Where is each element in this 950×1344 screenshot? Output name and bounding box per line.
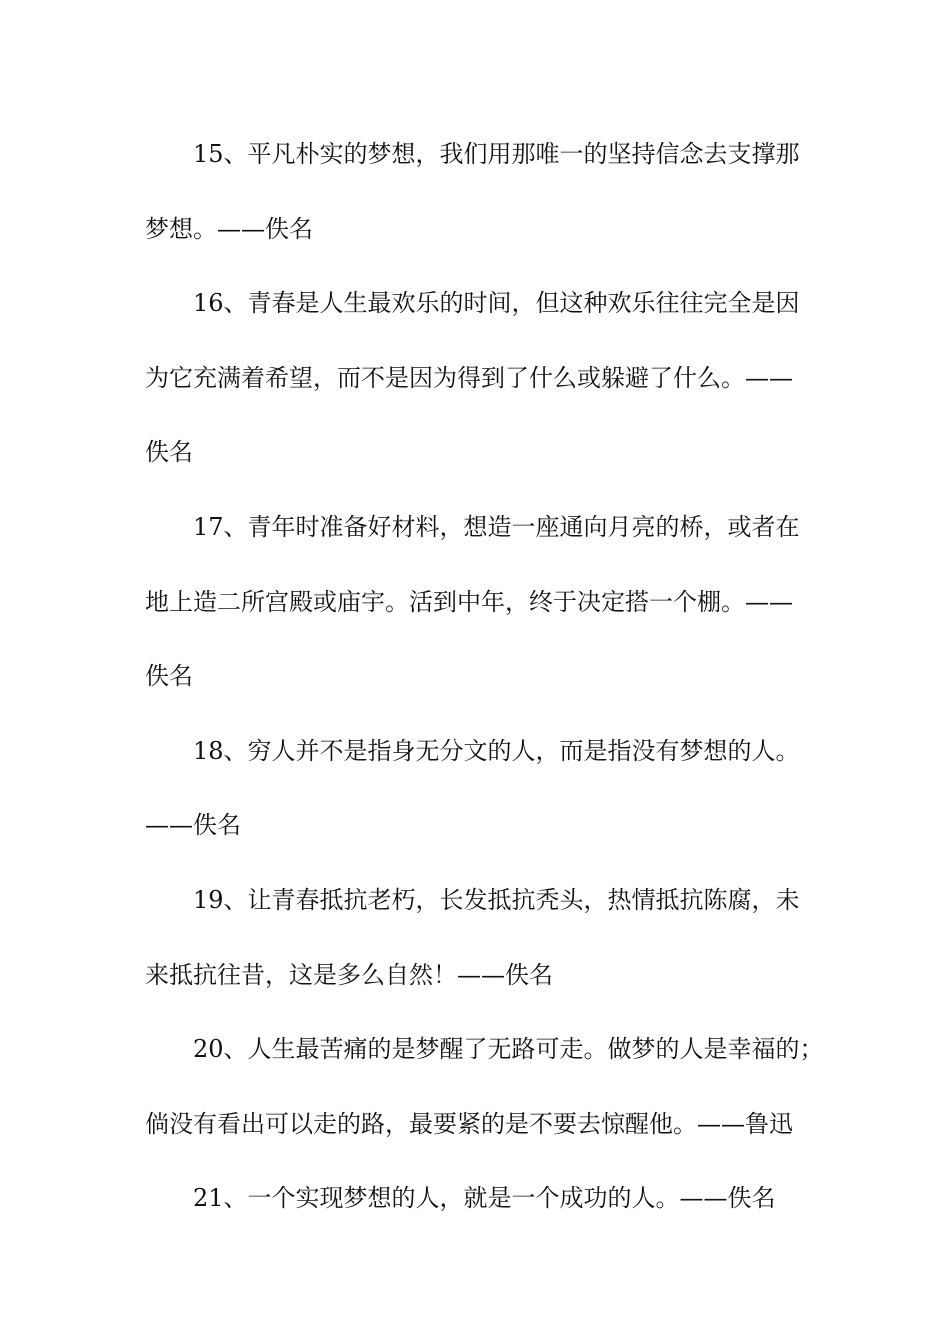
paragraph-line: 为它充满着希望，而不是因为得到了什么或躲避了什么。—— — [145, 363, 793, 392]
paragraph-line: 佚名 — [145, 662, 193, 691]
paragraph-line: 地上造二所宫殿或庙宇。活到中年，终于决定搭一个棚。—— — [145, 587, 793, 616]
paragraph-line: 17、青年时准备好材料，想造一座通向月亮的桥，或者在 — [193, 512, 800, 541]
paragraph-line: 梦想。——佚名 — [145, 214, 313, 243]
paragraph-line: 来抵抗往昔，这是多么自然！——佚名 — [145, 960, 553, 989]
quote-paragraph-19 — [145, 863, 825, 1012]
paragraph-line: 21、一个实现梦想的人，就是一个成功的人。——佚名 — [193, 1184, 776, 1213]
paragraph-line: ——佚名 — [145, 811, 241, 840]
document-body — [145, 117, 825, 1236]
quote-paragraph-21 — [145, 1161, 825, 1236]
quote-paragraph-16 — [145, 266, 825, 490]
quote-paragraph-20 — [145, 1012, 825, 1161]
paragraph-line: 19、让青春抵抗老朽，长发抵抗秃头，热情抵抗陈腐，未 — [193, 885, 800, 914]
quote-paragraph-17 — [145, 490, 825, 714]
paragraph-line: 佚名 — [145, 438, 193, 467]
quote-paragraph-18 — [145, 714, 825, 863]
paragraph-line: 18、穷人并不是指身无分文的人，而是指没有梦想的人。 — [193, 736, 800, 765]
paragraph-line: 15、平凡朴实的梦想，我们用那唯一的坚持信念去支撑那 — [193, 140, 800, 168]
paragraph-line: 20、人生最苦痛的是梦醒了无路可走。做梦的人是幸福的； — [193, 1035, 824, 1064]
quote-paragraph-15 — [145, 117, 825, 266]
paragraph-line: 倘没有看出可以走的路，最要紧的是不要去惊醒他。——鲁迅 — [145, 1109, 793, 1138]
paragraph-line: 16、青春是人生最欢乐的时间，但这种欢乐往往完全是因 — [193, 289, 800, 318]
